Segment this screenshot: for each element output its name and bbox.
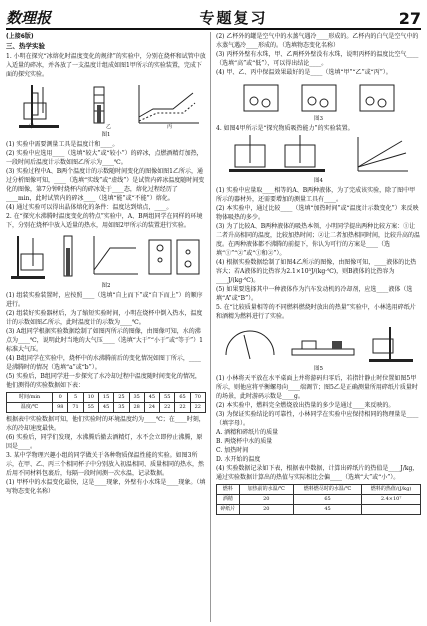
table-cell: 5 xyxy=(68,393,83,403)
r-line-2: (3) 丙杯外壁有水珠，甲、乙两杯外壁没有水珠，说明丙杯的温度比空气____（选填“高”或“低”），可以得出结论____。 xyxy=(216,51,419,67)
table-cell: 35 xyxy=(129,393,144,403)
table-cell: 45 xyxy=(144,393,159,403)
table-cell xyxy=(362,505,421,515)
table-cell: 35 xyxy=(114,403,129,413)
fig1-apparatus-icon xyxy=(9,83,69,129)
q2-tail-2: (6) 实验后，同学们发现，水沸腾后撤去酒精灯，水不会立即停止沸腾，原因是____。 xyxy=(6,434,203,450)
figure-4-caption: 图4 xyxy=(314,178,323,184)
table-cell: 45 xyxy=(98,403,113,413)
section-heading: 三、热学实验 xyxy=(6,42,45,50)
fig5-scale-icon xyxy=(288,325,358,363)
table-header-row xyxy=(217,485,421,495)
q5-line-1: (1) 小林将天平放在水平桌面上并将游码归零后，若指针静止时位置如图5甲所示，则他应将平衡螺母向____端调节；图5乙是正确测量所用碎纸片质量时的场景，此时游码示数是____g。 xyxy=(216,375,418,400)
left-column xyxy=(6,32,206,622)
table-row xyxy=(217,505,421,515)
q1-line-3: (3) 实验过程中A、B两个温度计的示数随时间变化的图像如图1乙所示，通过分析图像可知，____（选填“实线”或“虚线”）是试管内碎冰温度随时间变化的图像，第7分钟时烧杯内的碎冰处于____态，熔化过程经历了____min，此时试管内的碎冰____（选填“能”或“不能”）熔化。 xyxy=(6,168,205,202)
table-cell: 时间/min xyxy=(7,393,53,403)
table-cell: 70 xyxy=(190,393,205,403)
table-cell: 25 xyxy=(114,393,129,403)
q4-line-5: (5) 如果要选择其中一种液体作为汽车发动机的冷却剂，应选____液体（选填“A”或“B”）。 xyxy=(216,286,413,302)
figure-5-caption: 图5 xyxy=(314,366,323,372)
question-5-intro: 5. 在“比较质量相等的不同燃料燃烧时放出的热量”实验中，小林选用碎纸片和酒精为燃料进行了实验。 xyxy=(216,304,416,320)
column-divider xyxy=(210,32,211,622)
fig4-heating-apparatus-icon xyxy=(225,135,335,175)
fig2-thermometer-icon xyxy=(54,234,84,280)
table-cell: 温度/℃ xyxy=(7,403,53,413)
continuation-tag: (上接6版) xyxy=(6,33,34,40)
question-3-intro: 3. 某中学物理兴趣小组的同学做关于各种物质保温性能的实验。如图3所示，在甲、乙、丙三个相同杯子中分别放入初温相同、质量相同的热水，然后用不同材料包裹后，每隔一段时间测一次水温，记录数据。 xyxy=(6,452,205,477)
q2-line-1: (1) 组装实验装置时，应按照____（选填“自上而下”或“自下而上”）的顺序进行。 xyxy=(6,292,203,308)
q1-line-2: (2) 实验中应选用____（选填“较大”或“较小”）的碎冰，点燃酒精灯加热，一段时间后温度计示数如图乙所示为____℃。 xyxy=(6,150,203,166)
q5-option-a: A. 酒精和碎纸片的质量 xyxy=(216,429,279,436)
fig1-temperature-graph xyxy=(133,83,203,129)
table-cell: 20 xyxy=(239,495,293,505)
q5-line-2: (2) 本实验中，燃料完全燃烧放出热量的多少是通过____来反映的。 xyxy=(216,402,395,409)
q4-line-3: (3) 为了比较A、B两种液体的吸热本领，小明同学提出两种比较方案：①让二者升高相同的温度，比较加热时间；②让二者加热相同时间，比较升高的温度。在两种液体都不沸腾的前提下，你认为可行的方案是____（选填“①”“②”或“①和②”）。 xyxy=(216,223,421,257)
fig2-boiling-graph xyxy=(90,234,142,280)
table-cell: 酒精 xyxy=(217,495,240,505)
question-4-intro: 4. 如图4甲所示是“探究物质吸热能力”的实验装置。 xyxy=(216,125,354,132)
table-cell: 71 xyxy=(68,403,83,413)
table-header-cell: 加热前的水温/℃ xyxy=(239,485,293,495)
figure-3 xyxy=(216,79,421,113)
fig5-balance-pointer-icon xyxy=(220,325,280,363)
cooling-data-table xyxy=(6,392,206,413)
fig2-apparatus-icon xyxy=(9,234,49,280)
svg-text:丙: 丙 xyxy=(166,124,172,129)
section-title: 专题复习 xyxy=(199,9,268,27)
svg-text:甲: 甲 xyxy=(29,124,35,129)
table-cell: 15 xyxy=(98,393,113,403)
q4-line-4: (4) 根据实验数据绘制了如图4乙所示的图像，由图像可知，____液体的比热容大；若A液体的比热容为2.1×10³J/(kg·℃)，则B液体的比热容为____J/(kg·℃)。 xyxy=(216,259,417,284)
q2-line-5: (5) 实验后，B组同学进一步探究了水冷却过程中温度随时间变化的情况，他们测得的实验数据如下表： xyxy=(6,373,201,389)
table-cell: 10 xyxy=(83,393,98,403)
newspaper-logo: 数理报 xyxy=(6,9,52,27)
q1-line-1: (1) 实验中需要测量工具是温度计和____。 xyxy=(6,141,119,148)
fig5-burner-icon xyxy=(367,325,417,363)
page-header xyxy=(6,2,421,30)
q5-option-b: B. 两烧杯中水的质量 xyxy=(216,438,273,445)
question-1-intro: 1. 小明在探究“冰熔化时温度变化的规律”的实验中，分别在烧杯和试管中放入适量的碎冰，并各放了一支温度计组成如图1甲所示的实验装置，完成下面的探究实验。 xyxy=(6,53,206,78)
table-cell: 28 xyxy=(129,403,144,413)
table-cell: 45 xyxy=(293,505,361,515)
figure-2 xyxy=(6,232,206,280)
table-cell: 2.4×10⁷ xyxy=(362,495,421,505)
fig1-thermometer-icon xyxy=(76,83,126,129)
table-row xyxy=(7,393,206,403)
table-cell: 碎纸片 xyxy=(217,505,240,515)
table-row xyxy=(217,495,421,505)
fig4-graph xyxy=(352,135,412,175)
figure-4 xyxy=(216,135,421,175)
table-cell: 22 xyxy=(175,403,190,413)
q4-line-2: (2) 本实验中，通过比较____（选填“加热时间”或“温度计示数变化”）来反映物体吸热的多少。 xyxy=(216,205,419,221)
table-cell: 0 xyxy=(53,393,68,403)
table-header-cell: 燃料 xyxy=(217,485,240,495)
table-cell: 24 xyxy=(144,403,159,413)
q5-option-d: D. 水开始的温度 xyxy=(216,456,261,463)
figure-1 xyxy=(6,81,206,129)
table-cell: 65 xyxy=(175,393,190,403)
table-cell: 65 xyxy=(293,495,361,505)
table-cell: 22 xyxy=(190,403,205,413)
table-cell: 98 xyxy=(53,403,68,413)
figure-3-caption: 图3 xyxy=(314,116,323,122)
r-line-1: (2) 乙杯外的罐是空气中的水蒸气遇冷____形成的。乙杯内的白气是空气中的水蒸气遇冷____形成的。（选填物态变化名称） xyxy=(216,33,419,49)
r-line-3: (4) 甲、乙、丙中保温效果最好的是____（选填“甲”“乙”或“丙”）。 xyxy=(216,69,392,76)
fig2-bubbles-icon xyxy=(147,234,203,280)
table-header-cell: 燃料的热值/(J/kg) xyxy=(362,485,421,495)
page-number: 27 xyxy=(398,9,421,28)
question-2-intro: 2. 在“探究水沸腾时温度变化的特点”实验中，A、B两组同学在同样的环境下，分别在烧杯中放入适量的热水，用如图2甲所示的装置进行实验。 xyxy=(6,213,203,229)
table-header-cell: 燃料燃尽时的水温/℃ xyxy=(293,485,361,495)
table-cell: 55 xyxy=(160,393,175,403)
q2-line-3: (3) A组同学根据实验数据绘制了如图丙所示的图像，由图像可知，水的沸点为____℃，说明此时当地的大气压____（选填“大于”“小于”或“等于”）1标准大气压。 xyxy=(6,328,203,353)
q2-tail-1: 根据表中实验数据可知，他们实验时的环境温度约为____℃；在____时刻，水的冷却速度最快。 xyxy=(6,416,205,432)
right-column xyxy=(216,32,421,622)
q5-line-3: (3) 为保证实验结论的可靠性，小林同学在实验中应保持相同的物理量是____（填字母）。 xyxy=(216,411,419,427)
table-row xyxy=(7,403,206,413)
q5-option-c: C. 加热时间 xyxy=(216,447,249,454)
table-cell: 22 xyxy=(160,403,175,413)
figure-2-caption: 图2 xyxy=(101,283,111,289)
q3-line-1: (1) 甲杯中的水温变化最快，这是____现象，外壁有小水珠是____现象。（填写物态变化名称） xyxy=(6,479,206,495)
fig3-cups-icon xyxy=(224,81,414,113)
svg-text:乙: 乙 xyxy=(105,124,111,129)
fuel-data-table xyxy=(216,484,421,515)
q5-line-4: (4) 实验数据记录如下表，根据表中数据，计算出碎纸片的热值是____J/kg，通过实验数据计算出的热值与实际相比会偏____（选填“大”或“小”）。 xyxy=(216,465,419,481)
table-cell: 55 xyxy=(83,403,98,413)
q1-line-4: (4) 通过实验可以得出晶体熔化的条件：温度达到熔点，____。 xyxy=(6,204,173,211)
q2-line-2: (2) 组装好实验器材后，为了缩短实验时间，小明在烧杯中倒入热水，温度计的示数如图乙所示，此时温度计的示数为____℃。 xyxy=(6,310,203,326)
q2-line-4: (4) B组同学在实验中，烧杯中的水沸腾前后的变化情况如图丁所示，____是沸腾时的情况（选填“a”或“b”）。 xyxy=(6,355,201,371)
table-cell: 20 xyxy=(239,505,293,515)
q4-line-1: (1) 实验中应量取____相等的A、B两种液体，为了完成该实验，除了图中甲所示的器材外，还需要增加的测量工具有____。 xyxy=(216,187,416,203)
figure-1-caption: 图1 xyxy=(101,132,111,138)
figure-5 xyxy=(216,323,421,363)
